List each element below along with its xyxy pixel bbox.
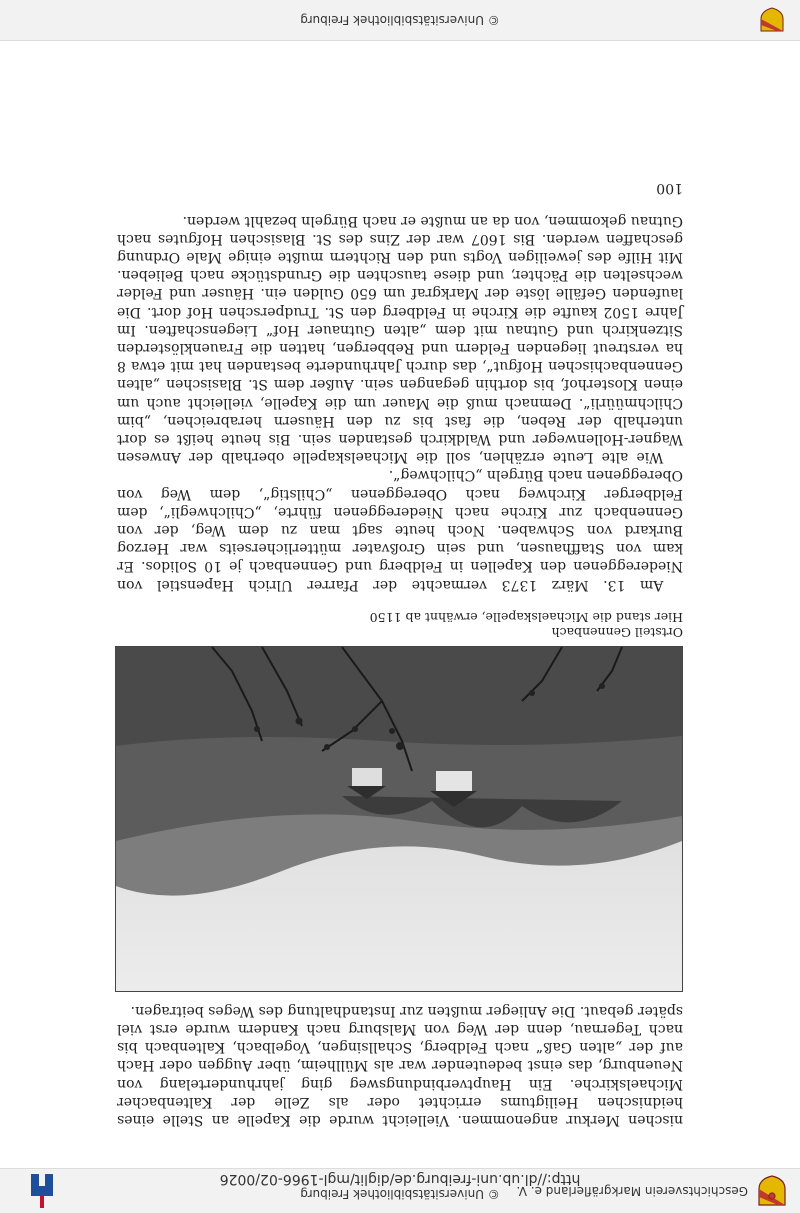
ub-freiburg-logo-icon xyxy=(22,1169,62,1213)
header-text-group xyxy=(0,1171,800,1201)
page-number: 100 xyxy=(656,180,683,197)
photo-caption xyxy=(117,610,683,640)
library-footer-bar xyxy=(0,0,800,41)
caption-title: Ortsteil Gennenbach xyxy=(551,624,683,640)
landscape-photo xyxy=(115,646,683,992)
caption-subtitle: Hier stand die Michaelskapelle, erwähnt ab 1150 xyxy=(369,609,683,625)
article-text-block xyxy=(117,179,683,1129)
paragraph-2: Wie alte Leute erzählen, soll die Michaelskapelle oberhalb der Anwesen Wagner-Hollenweger und Waldkirch gestanden sein. Bis heute heißt es dort unterhalb der Reben, die fast bis zu den Häusern herabreichen, „bim Chilchmüürli“. Demnach muß die Mauer um die Kapelle, vielleicht auch um einen Klosterhof, bis dorthin gegangen sein. Außer dem St. Blasischen „alten Gennenbachischen Hofgut“, das durch Jahrhunderte bestanden hat mit etwa 8 ha verstreut liegenden Feldern und Rebbergen, hatten die Frauenklösterden Sitzenkirch und Gutnau mit dem „alten Gutnauer Hof“ Liegenschaften. Im Jahre 1502 kaufte die Kirche in Feldberg den St. Trudperschen Hof dort. Die laufenden Gefälle löste der Markgraf um 650 Gulden ein. Häuser und Felder wechselten die Pächter, und diese tauschten die Grundstücke nach Belieben. Mit Hilfe des jeweiligen Vogts und den Richtern mußte einige Male Ordnung geschaffen werden. Bis 1607 war der Zins des St. Blasischen Hofgutes nach Gutnau gekommen, von da an mußte er nach Bürgeln bezahlt werden. xyxy=(117,212,683,466)
footer-copyright: © Universitätsbibliothek Freiburg xyxy=(300,13,500,27)
intro-paragraph: nischen Merkur angenommen. Vielleicht wurde die Kapelle an Stelle eines heidnischen Heiligtums errichtet oder als Zelle der Kaltenbacher Michaelskirche. Ein Hauptverbindungsweg ging jahrhundertelang von Neuenburg, das einst bedeutender war als Müllheim, über Auggen oder Hach auf der „alten Gaß“ nach Feldberg, Schallsingen, Vogelbach, Kaltenbach bis nach Tegernau, denn der Weg von Malsburg nach Kandern wurde erst viel später gebaut. Die Anlieger mußten zur Instandhaltung des Weges beitragen. xyxy=(117,1002,683,1128)
photo-image xyxy=(116,647,682,991)
paragraph-1: Am 13. März 1373 vermachte der Pfarrer Ulrich Hapenstiel von Niedereggenen den Kapellen in Feldberg und Gennenbach je 10 Solidos. Er kam von Staffhausen, und sein Großvater mütterlicherseits war Herzog Burkard von Schwaben. Noch heute sagt man zu dem Weg, der von Gennenbach zur Kirche nach Niedereggenen führte, „Chilchwegli“, dem Feldberger Kirchweg nach Obereggenen „Chilstig“, dem Weg von Obereggenen nach Bürgeln „Chilchweg“. xyxy=(117,467,683,593)
permalink-url[interactable]: http://dl.ub.uni-freiburg.de/diglit/mgl-1966-02/0026 xyxy=(219,1171,581,1187)
copyright-notice: © Universitätsbibliothek Freiburg xyxy=(300,1187,500,1201)
logo-caption: Geschichtsverein Markgräflerland e. V. xyxy=(516,1184,748,1199)
library-header-bar xyxy=(0,1168,800,1213)
